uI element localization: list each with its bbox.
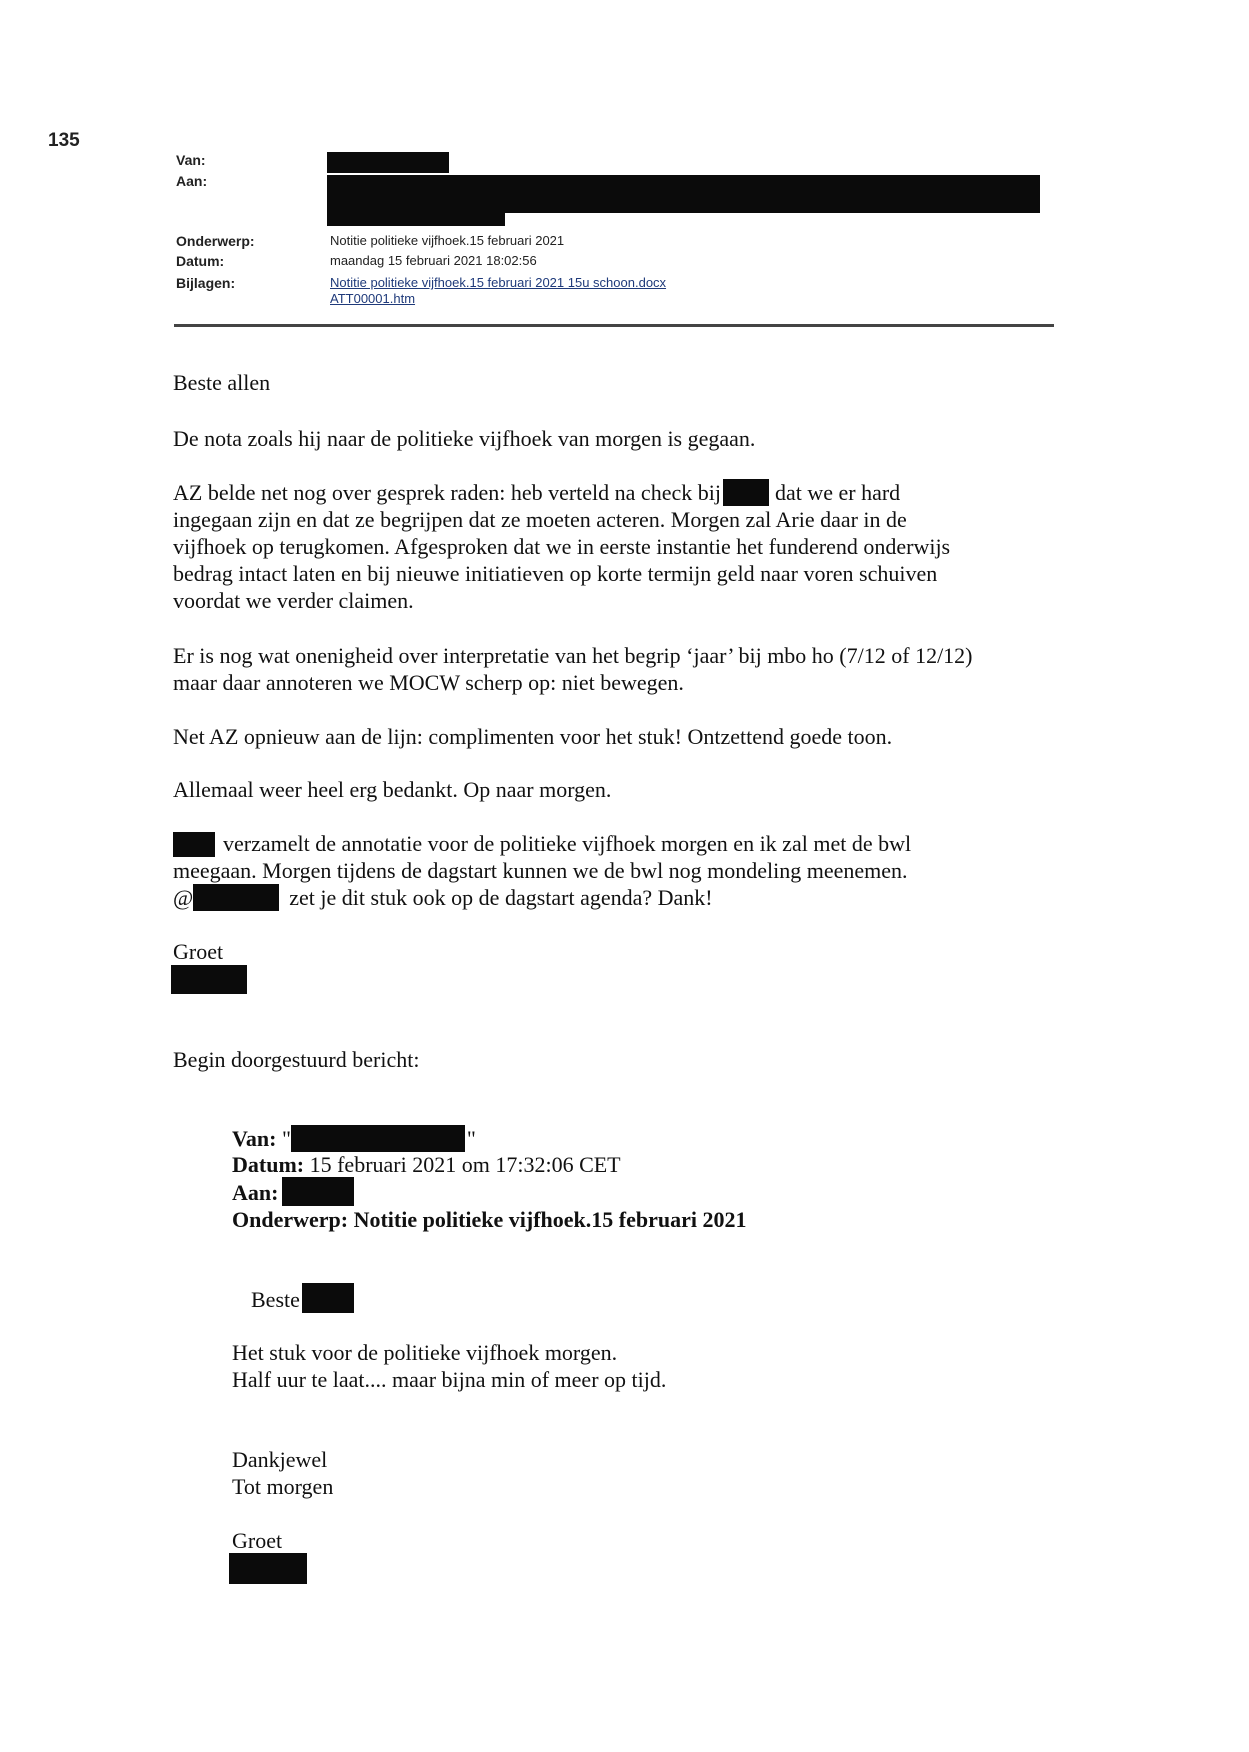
signoff: Groet — [173, 939, 224, 964]
subject-value: Notitie politieke vijfhoek.15 februari 2021 — [330, 233, 565, 248]
paragraph-5: Allemaal weer heel erg bedankt. Op naar morgen. — [173, 777, 612, 802]
redacted-name — [193, 884, 279, 911]
from-label: Van: — [176, 152, 206, 168]
paragraph-1: De nota zoals hij naar de politieke vijfhoek van morgen is gegaan. — [173, 426, 756, 451]
paragraph-2 — [173, 479, 1073, 614]
forwarded-see-you: Tot morgen — [232, 1474, 334, 1499]
redacted-recipients — [327, 175, 1040, 213]
redacted-recipients-2 — [327, 210, 505, 226]
header-divider — [174, 324, 1054, 327]
forwarded-line-1: Het stuk voor de politieke vijfhoek morgen. — [232, 1340, 618, 1365]
date-value: maandag 15 februari 2021 18:02:56 — [330, 253, 537, 268]
paragraph-2-line-2: ingegaan zijn en dat ze begrijpen dat ze moeten acteren. Morgen zal Arie daar in de — [173, 507, 907, 532]
forwarded-date: Datum: 15 februari 2021 om 17:32:06 CET — [232, 1152, 621, 1177]
redacted-sender — [291, 1125, 465, 1152]
paragraph-6-line-1: verzamelt de annotatie voor de politieke vijfhoek morgen en ik zal met de bwl — [173, 830, 1073, 857]
redacted-name — [723, 479, 769, 506]
paragraph-6-line-3: @ zet je dit stuk ook op de dagstart agenda? Dank! — [173, 885, 713, 910]
redacted-name — [302, 1283, 354, 1313]
redacted-signature — [229, 1553, 307, 1584]
date-label: Datum: — [176, 253, 225, 269]
paragraph-6 — [173, 830, 1073, 911]
to-label: Aan: — [176, 173, 208, 189]
paragraph-2-line-5: voordat we verder claimen. — [173, 588, 414, 613]
forwarded-line-2: Half uur te laat.... maar bijna min of meer op tijd. — [232, 1367, 667, 1392]
paragraph-6-line-2: meegaan. Morgen tijdens de dagstart kunnen we de bwl nog mondeling meenemen. — [173, 858, 908, 883]
paragraph-3-line-2: maar daar annoteren we MOCW scherp op: niet bewegen. — [173, 670, 684, 695]
paragraph-3 — [173, 642, 1073, 696]
redacted-sender — [327, 152, 449, 173]
paragraph-2-line-1: AZ belde net nog over gesprek raden: heb verteld na check bij dat we er hard — [173, 480, 901, 505]
subject-label: Onderwerp: — [176, 233, 255, 249]
forwarded-thanks: Dankjewel — [232, 1447, 328, 1472]
attachment-link-docx[interactable]: Notitie politieke vijfhoek.15 februari 2021 15u schoon.docx — [330, 275, 667, 290]
forwarded-signoff: Groet — [232, 1528, 283, 1553]
forwarded-subject: Onderwerp: Notitie politieke vijfhoek.15 februari 2021 — [232, 1207, 747, 1232]
attachments-label: Bijlagen: — [176, 275, 236, 291]
redacted-recipient — [282, 1177, 354, 1206]
forwarded-from: Van: " " — [232, 1126, 476, 1151]
redacted-name — [173, 832, 215, 857]
forwarded-intro: Begin doorgestuurd bericht: — [173, 1047, 420, 1072]
page-number: 135 — [48, 130, 80, 151]
paragraph-4: Net AZ opnieuw aan de lijn: complimenten voor het stuk! Ontzettend goede toon. — [173, 724, 893, 749]
attachment-link-htm[interactable]: ATT00001.htm — [330, 291, 416, 306]
redacted-signature — [171, 965, 247, 994]
forwarded-to: Aan: — [232, 1177, 354, 1206]
paragraph-2-line-3: vijfhoek op terugkomen. Afgesproken dat we in eerste instantie het funderend onderwijs — [173, 534, 951, 559]
paragraph-2-line-4: bedrag intact laten en bij nieuwe initiatieven op korte termijn geld naar voren schuiven — [173, 561, 938, 586]
paragraph-3-line-1: Er is nog wat onenigheid over interpretatie van het begrip ‘jaar’ bij mbo ho (7/12 of 12/12) — [173, 643, 973, 668]
greeting: Beste allen — [173, 370, 271, 395]
forwarded-greeting: Beste — [251, 1283, 354, 1313]
